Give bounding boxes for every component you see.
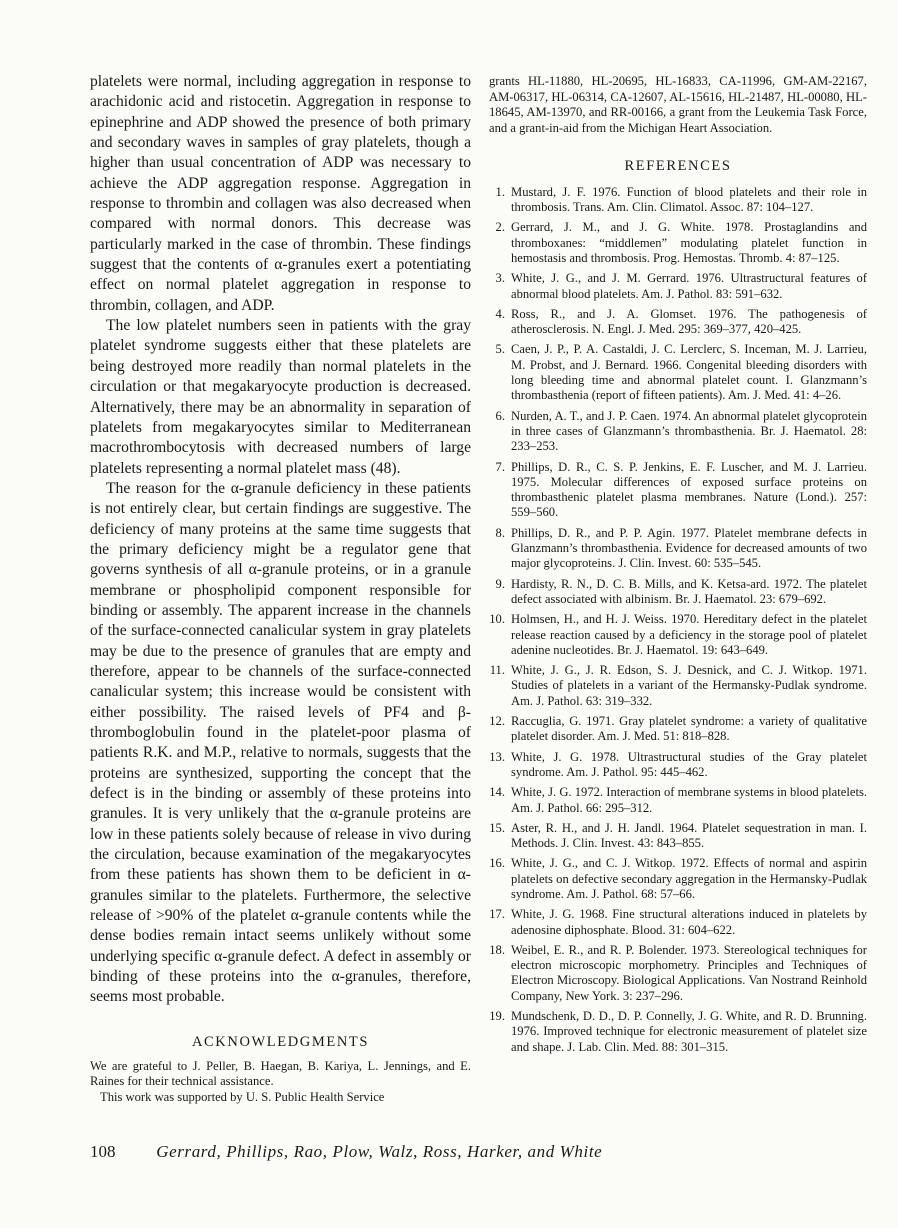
- reference-item: [489, 409, 867, 455]
- reference-number: 17.: [489, 907, 505, 922]
- reference-number: 12.: [489, 714, 505, 729]
- reference-number: 18.: [489, 942, 505, 957]
- reference-number: 15.: [489, 820, 505, 835]
- references-heading: REFERENCES: [624, 157, 732, 174]
- reference-text: Nurden, A. T., and J. P. Caen. 1974. An abnormal platelet glycoprotein in three cases of Glanzmann’s thrombasthenia. Br. J. Haematol. 28: 233–253.: [511, 408, 867, 454]
- acknowledgments-section: [90, 1059, 471, 1106]
- body-paragraph-1: platelets were normal, including aggregation in response to arachidonic acid and ristocetin. Aggregation in response to epinephrine and ADP showed the presence of both primary and secondary waves in samples of gray platelets, though a higher than usual concentration of ADP was necessary to achieve the ADP aggregation response. Aggregation in response to thrombin and collagen was also decreased when compared with normal donors. This decrease was particularly marked in the case of thrombin. These findings suggest that the contents of α-granules exert a potentiating effect on normal platelet aggregation in response to thrombin, collagen, and ADP.: [90, 73, 471, 314]
- reference-text: Weibel, E. R., and R. P. Bolender. 1973. Stereological techniques for electron microscopic morphometry. Principles and Techniques of Electron Microscopy. Biological Applications. Van Nostrand Reinhold Company, New York. 3: 237–296.: [511, 942, 867, 1003]
- reference-item: [489, 185, 867, 216]
- reference-item: [489, 714, 867, 745]
- reference-item: [489, 750, 867, 781]
- reference-text: White, J. G., J. R. Edson, S. J. Desnick, and C. J. Witkop. 1971. Studies of platelets in a variant of the Hermansky-Pudlak syndrome. Am. J. Pathol. 63: 319–332.: [511, 663, 867, 708]
- reference-item: [489, 856, 867, 902]
- reference-item: [489, 1009, 867, 1055]
- reference-number: 19.: [489, 1009, 505, 1024]
- reference-text: Mundschenk, D. D., D. P. Connelly, J. G. White, and R. D. Brunning. 1976. Improved technique for electronic measurement of platelet size and shape. J. Lab. Clin. Med. 88: 301–315.: [511, 1009, 867, 1054]
- acknowledgments-text: We are grateful to J. Peller, B. Haegan, B. Kariya, L. Jennings, and E. Raines for their technical assistance.: [90, 1058, 471, 1089]
- reference-number: 13.: [489, 749, 505, 764]
- reference-text: White, J. G. 1978. Ultrastructural studies of the Gray platelet syndrome. Am. J. Pathol. 95: 445–462.: [511, 749, 867, 779]
- reference-text: Mustard, J. F. 1976. Function of blood platelets and their role in thrombosis. Trans. Am. Clin. Climatol. Assoc. 87: 104–127.: [511, 184, 867, 215]
- reference-item: [489, 785, 867, 816]
- running-footer-authors: Gerrard, Phillips, Rao, Plow, Walz, Ross, Harker, and White: [156, 1142, 603, 1161]
- body-paragraph-3: The reason for the α-granule deficiency in these patients is not entirely clear, but certain findings are suggestive. The deficiency of many proteins at the same time suggests that the primary deficiency might be a regulator gene that governs synthesis of all α-granule proteins, or in a granule membrane or phospholipid component responsible for binding or assembly. The apparent increase in the channels of the surface-connected canalicular system in gray platelets may be due to the presence of granules that are empty and therefore, appear to be channels of the surface-connected canalicular system; this increase would be consistent with either possibility. The raised levels of PF4 and β-thromboglobulin found in the platelet-poor plasma of patients R.K. and M.P., relative to normals, suggests that the proteins are synthesized, supporting the concept that the defect is in the binding or assembly of these proteins into granules. It is very unlikely that the α-granule proteins are low in these patients solely because of release in vivo during the circulation, because examination of the megakaryocytes from these patients has shown them to be deficient in α-granules similar to the platelets. Furthermore, the selective release of >90% of the platelet α-granule contents while the dense bodies remain intact seems unlikely without some underlying specific α-granule defect. A defect in assembly or binding of these proteins into the α-granules, therefore, seems most probable.: [90, 479, 471, 1006]
- reference-text: White, J. G., and J. M. Gerrard. 1976. Ultrastructural features of abnormal blood platelets. Am. J. Pathol. 83: 591–632.: [511, 271, 867, 301]
- reference-item: [489, 821, 867, 852]
- reference-number: 6.: [495, 408, 505, 423]
- reference-item: [489, 907, 867, 938]
- reference-text: Hardisty, R. N., D. C. B. Mills, and K. Ketsa-ard. 1972. The platelet defect associated with albinism. Br. J. Haematol. 23: 679–692.: [511, 576, 867, 606]
- reference-text: White, J. G. 1968. Fine structural alterations induced in platelets by adenosine diphosphate. Blood. 31: 604–622.: [511, 907, 867, 937]
- reference-number: 16.: [489, 856, 505, 871]
- reference-text: Aster, R. H., and J. H. Jandl. 1964. Platelet sequestration in man. I. Methods. J. Clin. Invest. 43: 843–855.: [511, 820, 867, 851]
- reference-number: 5.: [495, 342, 505, 357]
- reference-item: [489, 612, 867, 658]
- reference-item: [489, 526, 867, 572]
- right-column: [489, 74, 867, 1060]
- reference-item: [489, 577, 867, 608]
- reference-text: Caen, J. P., P. A. Castaldi, J. C. Lerclerc, S. Inceman, M. J. Larrieu, M. Probst, and J. Bernard. 1966. Congenital bleeding disorders with long bleeding time and abnormal platelet count. I. Glanzmann’s thrombasthenia (report of fifteen patients). Am. J. Med. 41: 4–26.: [511, 342, 867, 403]
- page-footer: [90, 1142, 868, 1162]
- reference-number: 9.: [495, 576, 505, 591]
- reference-number: 14.: [489, 785, 505, 800]
- reference-item: [489, 271, 867, 302]
- reference-text: Phillips, D. R., and P. P. Agin. 1977. Platelet membrane defects in Glanzmann’s thrombasthenia. Evidence for decreased amounts of two major glycoproteins. J. Clin. Invest. 60: 535–545.: [511, 525, 867, 571]
- reference-item: [489, 307, 867, 338]
- reference-number: 3.: [495, 271, 505, 286]
- reference-item: [489, 663, 867, 709]
- reference-number: 1.: [495, 184, 505, 199]
- body-paragraph-2: The low platelet numbers seen in patients with the gray platelet syndrome suggests either that these platelets are being destroyed more readily than normal platelets in the circulation or that megakaryocyte production is decreased. Alternatively, there may be an abnormality in separation of platelets from megakaryocytes similar to Mediterranean macrothrombocytosis with decreased numbers of large platelets representing a normal platelet mass (48).: [90, 317, 471, 477]
- reference-text: Phillips, D. R., C. S. P. Jenkins, E. F. Luscher, and M. J. Larrieu. 1975. Molecular differences of exposed surface proteins on thrombasthenic platelet plasma membranes. Nature (Lond.). 257: 559–560.: [511, 459, 867, 520]
- grants-text: grants HL-11880, HL-20695, HL-16833, CA-11996, GM-AM-22167, AM-06317, HL-06314, CA-12607, AL-15616, HL-21487, HL-00080, HL-18645, AM-13970, and RR-00166, a grant from the Leukemia Task Force, and a grant-in-aid from the Michigan Heart Association.: [489, 74, 867, 136]
- reference-text: Gerrard, J. M., and J. G. White. 1978. Prostaglandins and thromboxanes: “middlemen” modulating platelet function in hemostasis and thrombosis. Prog. Hemostas. Thromb. 4: 87–125.: [511, 220, 867, 265]
- references-list: [489, 185, 867, 1055]
- reference-number: 7.: [495, 459, 505, 474]
- left-column: [90, 72, 471, 1106]
- reference-item: [489, 943, 867, 1004]
- reference-number: 8.: [495, 525, 505, 540]
- reference-text: Ross, R., and J. A. Glomset. 1976. The pathogenesis of atherosclerosis. N. Engl. J. Med. 295: 369–377, 420–425.: [511, 306, 867, 337]
- reference-text: Raccuglia, G. 1971. Gray platelet syndrome: a variety of qualitative platelet disorder. Am. J. Med. 51: 818–828.: [511, 714, 867, 744]
- reference-number: 11.: [489, 663, 505, 678]
- reference-text: White, J. G., and C. J. Witkop. 1972. Effects of normal and aspirin platelets on defective secondary aggregation in the Hermansky-Pudlak syndrome. Am. J. Pathol. 68: 57–66.: [511, 856, 867, 901]
- acknowledgments-heading: ACKNOWLEDGMENTS: [191, 1033, 370, 1050]
- reference-number: 2.: [495, 220, 505, 235]
- reference-number: 10.: [489, 612, 505, 627]
- reference-item: [489, 342, 867, 403]
- reference-text: White, J. G. 1972. Interaction of membrane systems in blood platelets. Am. J. Pathol. 66: 295–312.: [511, 785, 867, 815]
- reference-text: Holmsen, H., and H. J. Weiss. 1970. Hereditary defect in the platelet release reaction caused by a deficiency in the storage pool of platelet adenine nucleotides. Br. J. Haematol. 19: 643–649.: [511, 612, 867, 657]
- funding-text: This work was supported by U. S. Public Health Service: [100, 1090, 385, 1104]
- reference-item: [489, 220, 867, 266]
- reference-item: [489, 460, 867, 521]
- reference-number: 4.: [495, 306, 505, 321]
- page-number: 108: [90, 1142, 116, 1161]
